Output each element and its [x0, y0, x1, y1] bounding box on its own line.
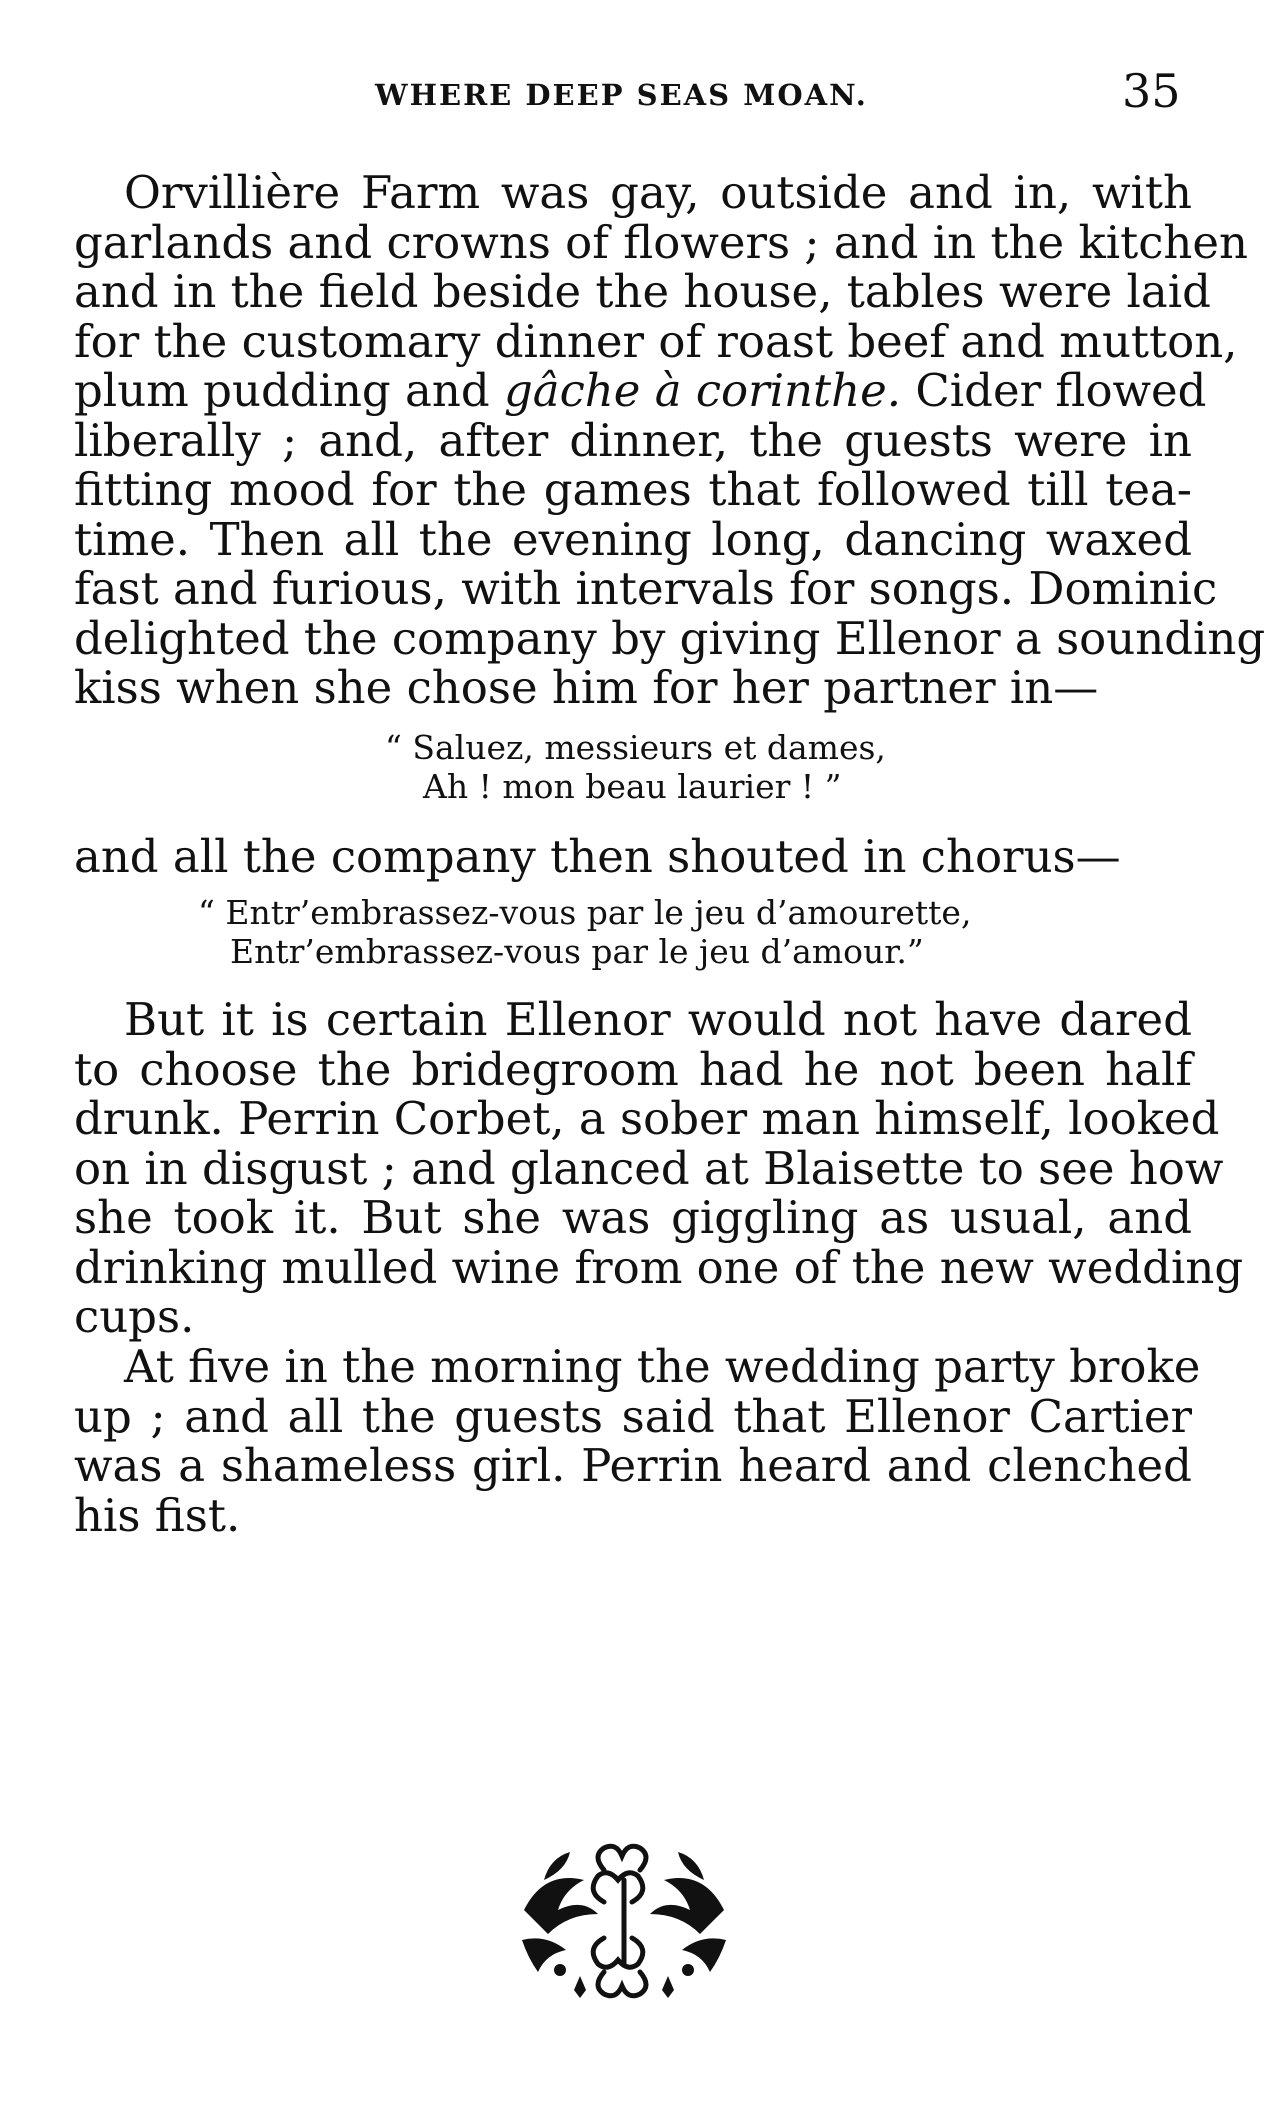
- floral-tailpiece-icon: [504, 1840, 744, 2010]
- italic-phrase: gâche à corinthe.: [503, 364, 902, 417]
- text-line: kiss when she chose him for her partner in—: [74, 661, 1099, 714]
- text-line: to choose the bridegroom had he not been half: [74, 1042, 1192, 1096]
- verse-line: Ah ! mon beau laurier ! ”: [423, 767, 842, 806]
- text-line: she took it. But she was giggling as usual, and: [74, 1191, 1192, 1244]
- text-line: [74, 364, 1207, 417]
- text-line: and all the company then shouted in chorus—: [74, 830, 1121, 883]
- text-line: for the customary dinner of roast beef and mutton,: [74, 314, 1238, 368]
- text-fragment: plum pudding and: [74, 364, 504, 417]
- verse-line: “ Entr’embrassez-vous par le jeu d’amourette,: [198, 893, 972, 932]
- text-line: liberally ; and, after dinner, the guests were in: [74, 413, 1192, 467]
- text-fragment: Cider flowed: [901, 364, 1207, 417]
- text-line: drinking mulled wine from one of the new wedding: [74, 1240, 1244, 1294]
- verse-line: “ Saluez, messieurs et dames,: [385, 728, 886, 767]
- paragraph-3: [74, 1340, 1201, 1542]
- text-line: But it is certain Ellenor would not have dared: [124, 993, 1192, 1046]
- interlude-line: [74, 832, 1192, 882]
- text-line: fitting mood for the games that followed till tea-: [74, 463, 1192, 516]
- text-line: on in disgust ; and glanced at Blaisette to see how: [74, 1141, 1224, 1195]
- text-line: and in the field beside the house, tables were laid: [74, 265, 1211, 318]
- verse-1: [385, 728, 886, 806]
- text-line: delighted the company by giving Ellenor a sounding: [74, 611, 1266, 665]
- text-line: Orvillière Farm was gay, outside and in, with: [124, 166, 1192, 219]
- running-title: WHERE DEEP SEAS MOAN.: [375, 78, 868, 112]
- text-line: time. Then all the evening long, dancing waxed: [74, 512, 1192, 566]
- text-line: was a shameless girl. Perrin heard and clenched: [74, 1439, 1192, 1492]
- text-line: At five in the morning the wedding party broke: [124, 1340, 1201, 1393]
- verse-line: Entr’embrassez-vous par le jeu d’amour.”: [230, 932, 924, 971]
- text-line: cups.: [74, 1290, 195, 1343]
- paragraph-1: [74, 166, 1266, 714]
- text-line: drunk. Perrin Corbet, a sober man himself, looked: [74, 1092, 1220, 1145]
- verse-2: [198, 893, 971, 971]
- page-number: 35: [1122, 64, 1181, 118]
- text-line: garlands and crowns of flowers ; and in the kitchen: [74, 215, 1248, 269]
- text-line: his fist.: [74, 1488, 241, 1542]
- text-line: up ; and all the guests said that Ellenor Cartier: [74, 1389, 1192, 1443]
- paragraph-2: [74, 993, 1244, 1343]
- text-line: fast and furious, with intervals for songs. Dominic: [74, 562, 1218, 615]
